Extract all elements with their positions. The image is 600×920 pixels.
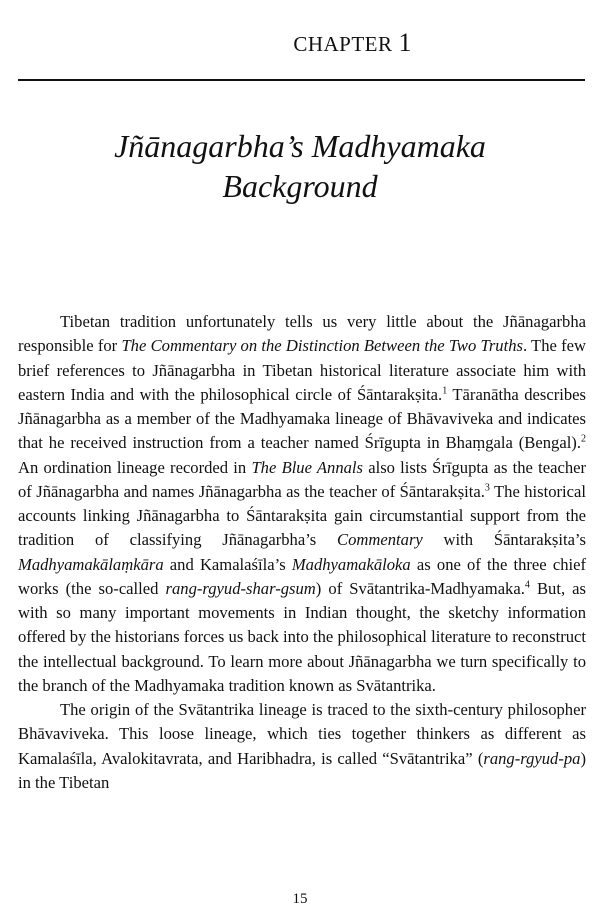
text-run: and Kamalaśīla’s xyxy=(163,554,292,574)
text-run: as one of the three chief works (the so-called xyxy=(18,554,586,598)
chapter-heading xyxy=(293,28,412,58)
text-run: with Śāntarakṣita’s xyxy=(422,530,586,550)
italic-title: Commentary xyxy=(337,530,423,550)
text-run: Tibetan tradition unfortunately tells us very little about the Jñānagarbha responsible for xyxy=(18,312,586,356)
text-run: ) of Svātantrika-Madhyamaka. xyxy=(315,578,525,598)
text-run: But, as with so many important movements in Indian thought, the sketchy information offered by the historians forces us back into the philosophical literature to reconstruct the intellectual background. To learn more about Jñānagarbha we turn specifically to the branch of the Madhyamaka tradition known as Svātantrika. xyxy=(18,578,587,695)
text-run: The origin of the Svātantrika lineage is traced to the sixth-century philosopher Bhāvaviveka. This loose lineage, which ties together thinkers as different as Kamalaśīla, Avalokitavrata, and Haribhadra, is called “Svātantrika” ( xyxy=(18,700,586,768)
chapter-word: CHAPTER xyxy=(293,32,393,56)
paragraph-1 xyxy=(18,310,586,698)
chapter-title-line-1: Jñānagarbha’s Madhyamaka xyxy=(114,128,486,164)
italic-term: rang-rgyud-shar-gsum xyxy=(165,578,316,598)
footnote-marker: 2 xyxy=(581,433,586,445)
header-rule xyxy=(18,79,585,81)
text-run: . The few brief references to Jñānagarbha in Tibetan historical literature associate him with eastern India and with the philosophical circle of Śāntarakṣita. xyxy=(18,336,586,404)
italic-title: Madhyamakāloka xyxy=(291,554,411,574)
footnote-marker: 4 xyxy=(524,579,530,591)
text-run: An ordination lineage recorded in xyxy=(18,457,252,477)
text-run: ) in the Tibetan xyxy=(18,748,586,792)
italic-term: rang-rgyud-pa xyxy=(483,748,581,768)
footnote-marker: 3 xyxy=(484,482,490,494)
chapter-title-line-2: Background xyxy=(222,168,378,204)
chapter-number: 1 xyxy=(398,28,412,57)
text-run: Tāranātha describes Jñānagarbha as a member of the Madhyamaka lineage of Bhāvaviveka and indicates that he received instruction from a teacher named Śrīgupta in Bhaṃgala (Bengal). xyxy=(18,384,586,453)
text-run: The historical accounts linking Jñānagarbha to Śāntarakṣita gain circumstantial support from the tradition of classifying Jñānagarbha’s xyxy=(18,481,586,550)
italic-title: The Commentary on the Distinction Between the Two Truths xyxy=(121,336,523,356)
paragraph-2 xyxy=(18,698,586,795)
italic-title: Madhyamakālaṃkāra xyxy=(18,554,164,574)
chapter-title xyxy=(0,126,600,206)
italic-title: The Blue Annals xyxy=(251,457,363,477)
footnote-marker: 1 xyxy=(442,385,448,397)
text-run: also lists Śrīgupta as the teacher of Jñānagarbha and names Jñānagarbha as the teacher of Śāntarakṣita. xyxy=(18,457,587,501)
body-text xyxy=(18,310,586,795)
page-number: 15 xyxy=(292,891,308,907)
